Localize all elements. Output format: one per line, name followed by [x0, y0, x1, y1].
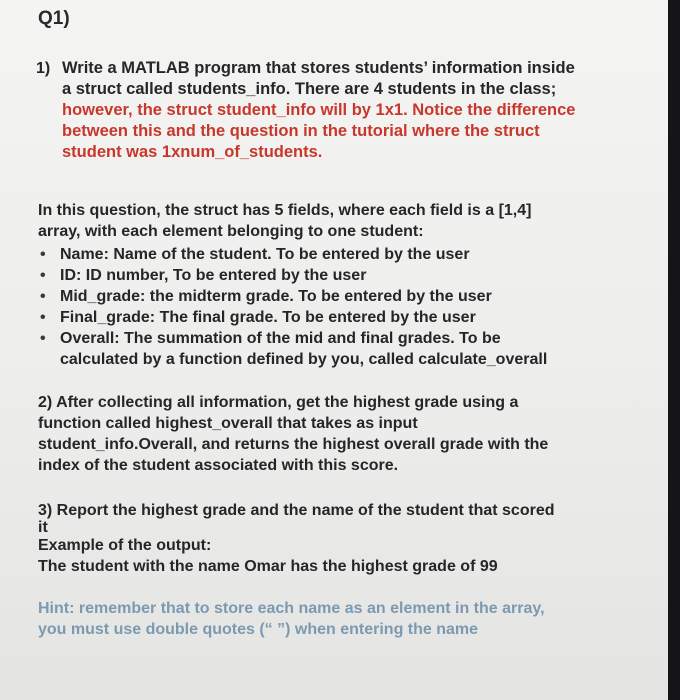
bullet-icon: •	[40, 246, 46, 263]
field-text: ID: ID number, To be entered by the user	[60, 267, 367, 284]
example-output: The student with the name Omar has the highest grade of 99	[38, 558, 498, 575]
part2-line: function called highest_overall that takes as input	[38, 415, 418, 432]
part3-block	[38, 500, 638, 577]
part1-number: 1)	[36, 60, 51, 77]
bullet-icon: •	[40, 330, 46, 347]
field-text: Final_grade: The final grade. To be entered by the user	[60, 309, 476, 326]
hint-line: Hint: remember that to store each name as an element in the array,	[38, 600, 545, 617]
background-edge	[668, 0, 680, 700]
list-item	[38, 286, 638, 307]
fields-intro-line: array, with each element belonging to one student:	[38, 223, 424, 240]
list-item	[38, 307, 638, 328]
part1-line: Write a MATLAB program that stores students’ information inside	[62, 59, 575, 77]
part1-line: a struct called students_info. There are 4 students in the class;	[62, 80, 557, 98]
part1-red-line: however, the struct student_info will by 1x1. Notice the difference	[62, 101, 576, 119]
part1-red-line: between this and the question in the tutorial where the struct	[62, 122, 540, 140]
field-text: Overall: The summation of the mid and final grades. To be	[60, 330, 501, 347]
example-label: Example of the output:	[38, 537, 212, 554]
fields-intro-block	[38, 200, 638, 242]
part3-line: 3) Report the highest grade and the name of the student that scored	[38, 502, 555, 519]
fields-intro-line: In this question, the struct has 5 fields, where each field is a [1,4]	[38, 202, 532, 219]
part2-block	[38, 392, 638, 476]
field-text: Name: Name of the student. To be entered by the user	[60, 246, 470, 263]
field-text: Mid_grade: the midterm grade. To be entered by the user	[60, 288, 492, 305]
hint-block	[38, 598, 638, 640]
list-item	[38, 244, 638, 265]
fields-list	[38, 244, 638, 370]
part2-line: 2) After collecting all information, get the highest grade using a	[38, 394, 519, 411]
bullet-icon: •	[40, 288, 46, 305]
list-item	[38, 328, 638, 370]
part1-block	[38, 58, 638, 163]
bullet-icon: •	[40, 309, 46, 326]
hint-line: you must use double quotes (“ ”) when entering the name	[38, 621, 479, 638]
part2-line: index of the student associated with this score.	[38, 457, 399, 474]
question-label: Q1)	[38, 8, 70, 29]
part3-line: it	[38, 519, 48, 536]
bullet-icon: •	[40, 267, 46, 284]
part1-red-line: student was 1xnum_of_students.	[62, 143, 323, 161]
fields-list-block	[38, 244, 638, 370]
part2-line: student_info.Overall, and returns the highest overall grade with the	[38, 436, 549, 453]
list-item	[38, 265, 638, 286]
field-text-continued: calculated by a function defined by you, called calculate_overall	[60, 351, 548, 368]
